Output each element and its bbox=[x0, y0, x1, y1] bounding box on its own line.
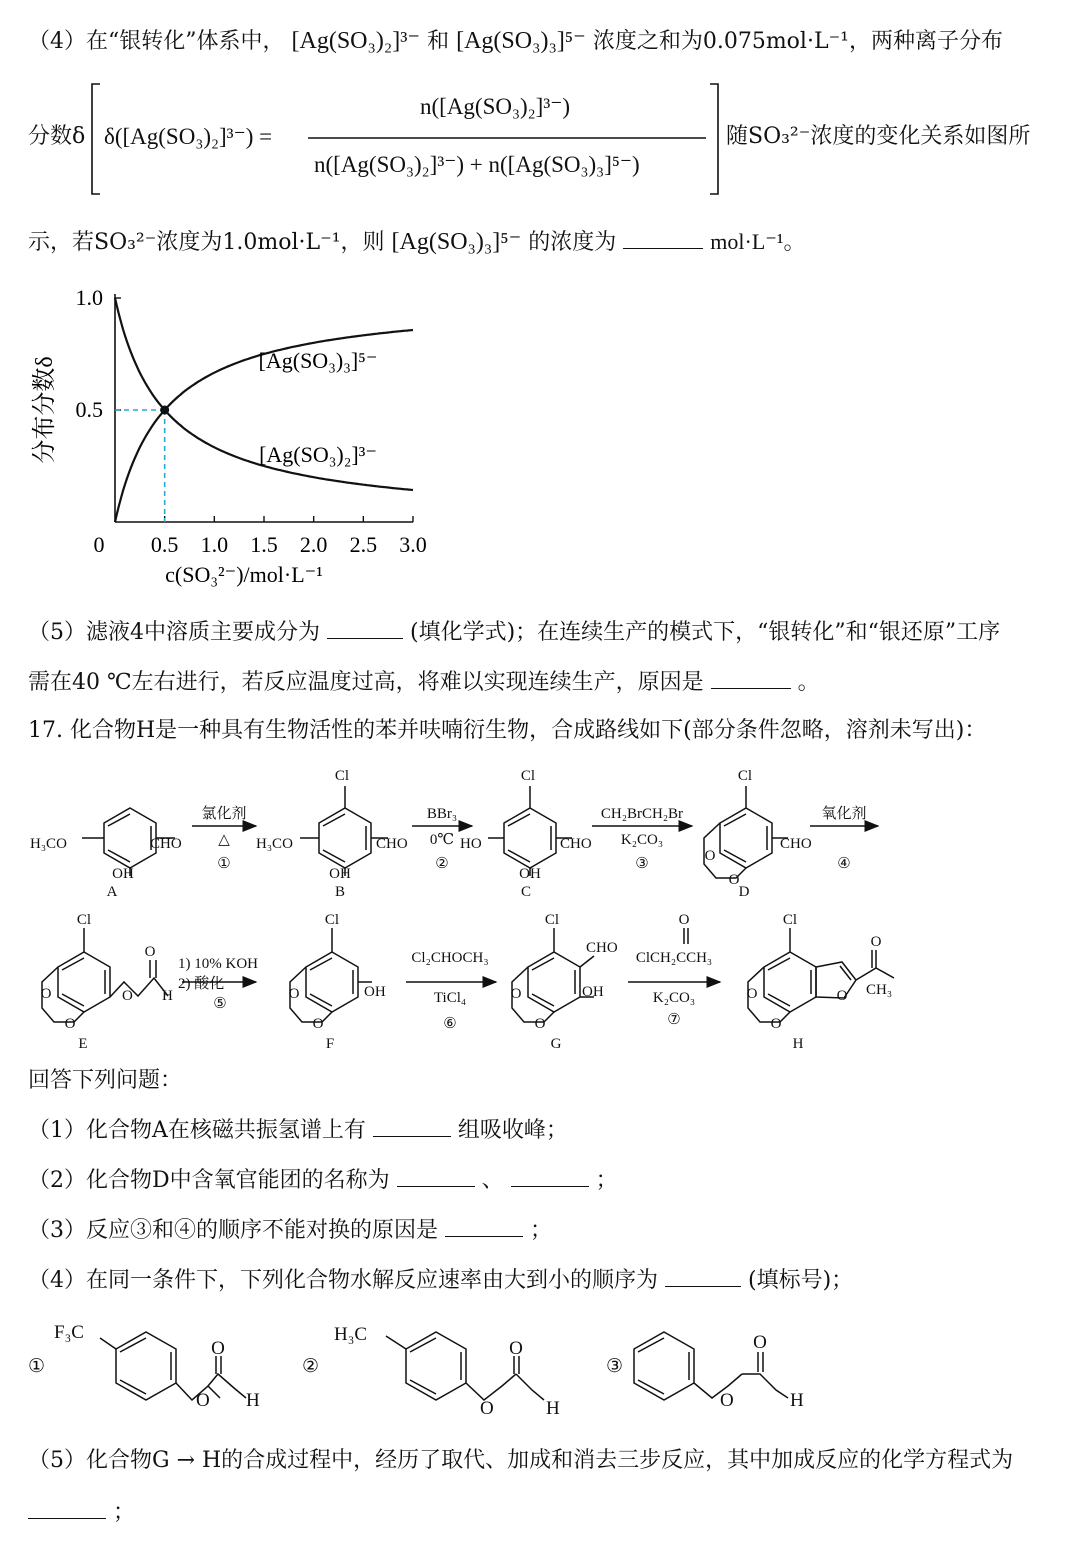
svg-text:O: O bbox=[64, 1016, 76, 1032]
svg-text:氧化剂: 氧化剂 bbox=[821, 806, 867, 822]
intersection-point bbox=[160, 406, 169, 415]
frac-numerator: n([Ag(SO₃)₂]³⁻) bbox=[420, 94, 571, 119]
svg-text:Cl: Cl bbox=[76, 912, 92, 928]
svg-text:Cl: Cl bbox=[737, 768, 753, 784]
svg-text:H: H bbox=[546, 1398, 560, 1419]
option-1-sub: F₃C bbox=[54, 1322, 84, 1343]
svg-text:0℃: 0℃ bbox=[429, 832, 455, 848]
ion-ag-so3-3: [Ag(SO₃)₃]⁵⁻ bbox=[456, 28, 586, 54]
svg-text:O: O bbox=[312, 1016, 324, 1032]
q16-p5-line2: 需在40 ℃左右进行，若反应温度过高，将难以实现连续生产，原因是 。 bbox=[28, 666, 820, 698]
svg-text:⑦: ⑦ bbox=[667, 1012, 681, 1028]
x-tick-label: 1.5 bbox=[250, 532, 278, 557]
svg-text:Cl: Cl bbox=[520, 768, 536, 784]
series-label-2: [Ag(SO₃)₂]³⁻ bbox=[259, 442, 377, 467]
svg-text:Cl: Cl bbox=[544, 912, 560, 928]
svg-text:O: O bbox=[510, 986, 522, 1002]
option-2-sub: H₃C bbox=[334, 1324, 368, 1345]
q17-1: （1）化合物A在核磁共振氢谱上有 组吸收峰； bbox=[28, 1114, 568, 1146]
svg-text:G: G bbox=[550, 1036, 562, 1052]
compound-e-structure bbox=[42, 928, 168, 1022]
svg-text:O: O bbox=[122, 988, 133, 1004]
x-tick-label: 0 bbox=[93, 532, 105, 557]
svg-text:O: O bbox=[211, 1338, 225, 1359]
svg-text:O: O bbox=[836, 988, 848, 1004]
x-tick-label: 2.5 bbox=[349, 532, 378, 557]
compound-g-structure bbox=[512, 928, 594, 1022]
svg-text:H₃CO: H₃CO bbox=[256, 836, 293, 852]
svg-text:C: C bbox=[520, 884, 532, 900]
svg-text:CH₃: CH₃ bbox=[866, 982, 893, 998]
svg-text:D: D bbox=[738, 884, 750, 900]
svg-text:OH: OH bbox=[582, 984, 604, 1000]
svg-text:O: O bbox=[870, 934, 882, 950]
answer-blank[interactable] bbox=[327, 616, 403, 639]
svg-text:H: H bbox=[792, 1036, 804, 1052]
svg-text:O: O bbox=[196, 1390, 210, 1411]
svg-text:O: O bbox=[480, 1398, 494, 1419]
svg-text:O: O bbox=[144, 944, 156, 960]
frac-lead: 分数δ bbox=[28, 124, 86, 149]
answer-blank[interactable] bbox=[28, 1496, 106, 1519]
q17-2: （2）化合物D中含氧官能团的名称为 、 ； bbox=[28, 1164, 618, 1196]
svg-text:B: B bbox=[334, 884, 346, 900]
option-1-num: ① bbox=[28, 1356, 46, 1377]
svg-text:△: △ bbox=[218, 832, 230, 848]
svg-text:Cl: Cl bbox=[782, 912, 798, 928]
svg-text:①: ① bbox=[217, 856, 231, 872]
svg-text:H: H bbox=[790, 1390, 804, 1411]
hydrolysis-options bbox=[20, 1310, 860, 1430]
q16-p4-line1: （4）在“银转化”体系中， [Ag(SO₃)₂]³⁻ 和 [Ag(SO₃)₃]⁵⁻ 浓度之和为0.075mol·L⁻¹，两种离子分布 bbox=[28, 28, 1004, 54]
svg-text:O: O bbox=[534, 1016, 546, 1032]
x-tick-label: 1.0 bbox=[200, 532, 229, 557]
svg-text:④: ④ bbox=[837, 856, 851, 872]
svg-text:CHO: CHO bbox=[560, 836, 592, 852]
svg-text:氯化剂: 氯化剂 bbox=[201, 806, 247, 822]
svg-text:H: H bbox=[246, 1390, 260, 1411]
series-label-1: [Ag(SO₃)₃]⁵⁻ bbox=[258, 348, 378, 373]
svg-text:E: E bbox=[78, 1036, 88, 1052]
svg-text:CH₂BrCH₂Br: CH₂BrCH₂Br bbox=[600, 806, 684, 822]
x-tick-label: 3.0 bbox=[399, 532, 427, 557]
svg-text:2) 酸化: 2) 酸化 bbox=[178, 976, 225, 992]
compound-d-structure bbox=[704, 786, 788, 878]
svg-text:OH: OH bbox=[519, 866, 541, 882]
answer-blank[interactable] bbox=[623, 226, 703, 249]
svg-text:OH: OH bbox=[364, 984, 386, 1000]
distribution-chart bbox=[28, 280, 448, 590]
svg-text:K₂CO₃: K₂CO₃ bbox=[620, 832, 664, 848]
ion-ag-so3-2: [Ag(SO₃)₂]³⁻ bbox=[291, 28, 421, 54]
svg-text:O: O bbox=[288, 986, 300, 1002]
option-2-num: ② bbox=[302, 1356, 320, 1377]
svg-text:O: O bbox=[746, 986, 758, 1002]
svg-text:H: H bbox=[162, 988, 173, 1004]
svg-text:A: A bbox=[106, 884, 118, 900]
frac-tail: 随SO₃²⁻浓度的变化关系如图所 bbox=[726, 124, 1031, 149]
svg-text:③: ③ bbox=[635, 856, 649, 872]
svg-text:⑥: ⑥ bbox=[443, 1016, 457, 1032]
q17-5-answer-line: ； bbox=[28, 1496, 135, 1528]
svg-text:H₃CO: H₃CO bbox=[30, 836, 67, 852]
svg-text:O: O bbox=[509, 1338, 523, 1359]
x-tick-label: 2.0 bbox=[299, 532, 328, 557]
frac-lhs: δ([Ag(SO₃)₂]³⁻) = bbox=[104, 124, 273, 149]
answer-blank[interactable] bbox=[665, 1264, 741, 1287]
svg-text:O: O bbox=[753, 1332, 767, 1353]
q16-p4-line3: 示，若SO₃²⁻浓度为1.0mol·L⁻¹，则 [Ag(SO₃)₃]⁵⁻ 的浓度为 mol·L⁻¹。 bbox=[28, 226, 806, 258]
svg-text:O: O bbox=[40, 986, 52, 1002]
q16-p5-line1: （5）滤液4中溶质主要成分为 (填化学式)；在连续生产的模式下，“银转化”和“银还原”工序 bbox=[28, 616, 1000, 648]
synthesis-route bbox=[20, 756, 1060, 1056]
svg-text:CHO: CHO bbox=[376, 836, 408, 852]
svg-text:TiCl₄: TiCl₄ bbox=[433, 990, 467, 1006]
svg-text:Cl: Cl bbox=[334, 768, 350, 784]
compound-c-structure bbox=[488, 786, 572, 876]
y-tick-label: 1.0 bbox=[75, 285, 103, 310]
q17-5: （5）化合物G → H的合成过程中，经历了取代、加成和消去三步反应，其中加成反应的化学方程式为 bbox=[28, 1448, 1014, 1473]
svg-text:O: O bbox=[770, 1016, 782, 1032]
svg-text:②: ② bbox=[435, 856, 449, 872]
svg-text:O: O bbox=[728, 872, 740, 888]
compound-b-structure bbox=[300, 786, 388, 876]
svg-text:ClCH₂CCH₃: ClCH₂CCH₃ bbox=[635, 950, 713, 966]
option-3-num: ③ bbox=[606, 1356, 624, 1377]
answer-blank[interactable] bbox=[397, 1164, 475, 1187]
frac-denominator: n([Ag(SO₃)₂]³⁻) + n([Ag(SO₃)₃]⁵⁻) bbox=[314, 152, 640, 177]
answer-blank[interactable] bbox=[511, 1164, 589, 1187]
svg-text:OH: OH bbox=[112, 866, 134, 882]
svg-text:BBr₃: BBr₃ bbox=[426, 806, 458, 822]
y-tick-label: 0.5 bbox=[75, 397, 103, 422]
svg-text:F: F bbox=[325, 1036, 335, 1052]
answer-intro: 回答下列问题： bbox=[28, 1068, 183, 1093]
svg-text:O: O bbox=[704, 848, 716, 864]
svg-text:O: O bbox=[720, 1390, 734, 1411]
svg-text:1) 10% KOH: 1) 10% KOH bbox=[178, 956, 258, 972]
svg-text:Cl: Cl bbox=[324, 912, 340, 928]
q17-4: （4）在同一条件下，下列化合物水解反应速率由大到小的顺序为 (填标号)； bbox=[28, 1264, 853, 1296]
q17-3: （3）反应③和④的顺序不能对换的原因是 ； bbox=[28, 1214, 552, 1246]
svg-text:OH: OH bbox=[329, 866, 351, 882]
svg-text:K₂CO₃: K₂CO₃ bbox=[652, 990, 696, 1006]
svg-text:Cl₂CHOCH₃: Cl₂CHOCH₃ bbox=[411, 950, 489, 966]
svg-text:⑤: ⑤ bbox=[213, 996, 227, 1012]
y-axis-label: 分布分数δ bbox=[32, 356, 58, 464]
svg-text:CHO: CHO bbox=[586, 940, 618, 956]
svg-text:CHO: CHO bbox=[780, 836, 812, 852]
x-tick-label: 0.5 bbox=[150, 532, 179, 557]
answer-blank[interactable] bbox=[373, 1114, 451, 1137]
svg-text:CHO: CHO bbox=[150, 836, 182, 852]
answer-blank[interactable] bbox=[445, 1214, 523, 1237]
compound-f-structure bbox=[290, 928, 372, 1022]
x-axis-label: c(SO₃²⁻)/mol·L⁻¹ bbox=[165, 562, 323, 587]
q17-title: 17. 化合物H是一种具有生物活性的苯并呋喃衍生物，合成路线如下(部分条件忽略，溶剂未写出)： bbox=[28, 718, 987, 743]
svg-text:HO: HO bbox=[460, 836, 482, 852]
answer-blank[interactable] bbox=[711, 666, 791, 689]
svg-text:O: O bbox=[678, 912, 690, 928]
